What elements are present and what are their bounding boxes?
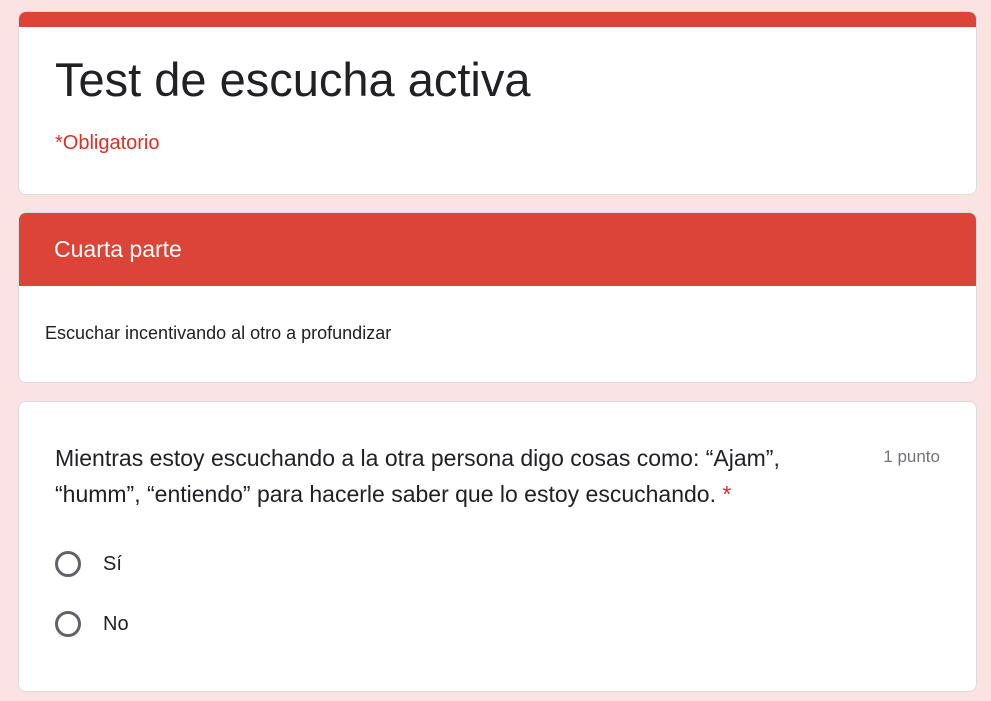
option-si[interactable] xyxy=(55,547,122,581)
option-label: No xyxy=(103,612,129,635)
question-points: 1 punto xyxy=(883,447,940,466)
section-description: Escuchar incentivando al otro a profundizar xyxy=(45,323,392,343)
section-card xyxy=(18,212,977,383)
radio-button-icon[interactable] xyxy=(55,611,81,637)
form-title: Test de escucha activa xyxy=(55,53,531,106)
section-title: Cuarta parte xyxy=(54,236,182,262)
title-accent-strip xyxy=(19,12,976,27)
required-note: *Obligatorio xyxy=(55,132,160,154)
option-label: Sí xyxy=(103,552,122,575)
question-text: Mientras estoy escuchando a la otra persona digo cosas como: “Ajam”, “humm”, “entiendo” para hacerle saber que lo estoy escuchando. xyxy=(55,445,780,507)
question-title xyxy=(55,440,845,512)
form-title-card xyxy=(18,11,977,195)
section-header xyxy=(19,213,976,286)
radio-button-icon[interactable] xyxy=(55,551,81,577)
option-no[interactable] xyxy=(55,607,129,641)
question-card xyxy=(18,401,977,692)
required-asterisk: * xyxy=(722,481,732,507)
